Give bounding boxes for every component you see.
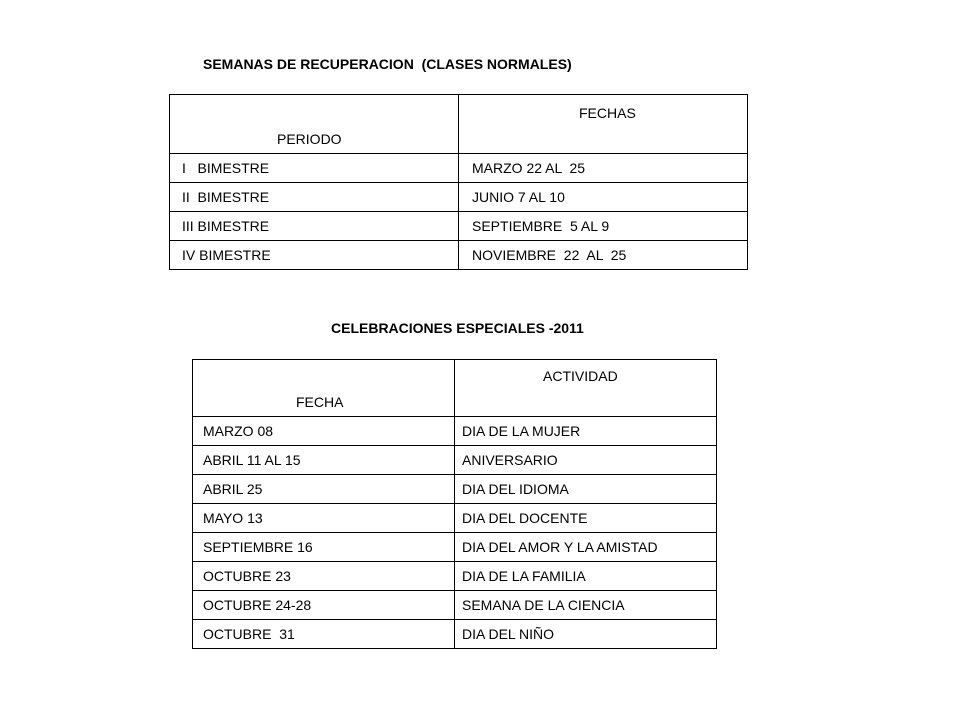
period-cell: IV BIMESTRE: [170, 241, 459, 270]
date-cell: ABRIL 11 AL 15: [193, 446, 455, 475]
date-cell: MAYO 13: [193, 504, 455, 533]
table-row: [170, 212, 748, 241]
dates-cell: JUNIO 7 AL 10: [459, 183, 748, 212]
recovery-weeks-title: SEMANAS DE RECUPERACION (CLASES NORMALES): [203, 56, 572, 72]
table-row: [193, 591, 717, 620]
activity-cell: SEMANA DE LA CIENCIA: [455, 591, 717, 620]
table-row: [193, 475, 717, 504]
activity-cell: DIA DEL NIÑO: [455, 620, 717, 649]
date-cell: OCTUBRE 31: [193, 620, 455, 649]
dates-cell: SEPTIEMBRE 5 AL 9: [459, 212, 748, 241]
dates-cell: NOVIEMBRE 22 AL 25: [459, 241, 748, 270]
special-celebrations-title: CELEBRACIONES ESPECIALES -2011: [331, 320, 584, 336]
table-header-row: [170, 95, 748, 154]
date-cell: OCTUBRE 23: [193, 562, 455, 591]
table-header-row: [193, 360, 717, 417]
activity-cell: DIA DE LA MUJER: [455, 417, 717, 446]
table-row: [193, 504, 717, 533]
table-row: [193, 446, 717, 475]
date-cell: MARZO 08: [193, 417, 455, 446]
date-cell: OCTUBRE 24-28: [193, 591, 455, 620]
activity-cell: DIA DEL DOCENTE: [455, 504, 717, 533]
special-celebrations-table: [192, 359, 717, 649]
period-cell: I BIMESTRE: [170, 154, 459, 183]
dates-cell: MARZO 22 AL 25: [459, 154, 748, 183]
table-row: [193, 533, 717, 562]
table-row: [193, 417, 717, 446]
recovery-weeks-table: [169, 94, 748, 270]
table-row: [193, 620, 717, 649]
date-cell: SEPTIEMBRE 16: [193, 533, 455, 562]
header-date: FECHA: [193, 360, 455, 417]
table-row: [193, 562, 717, 591]
header-period: PERIODO: [170, 95, 459, 154]
table-row: [170, 154, 748, 183]
activity-cell: ANIVERSARIO: [455, 446, 717, 475]
activity-cell: DIA DE LA FAMILIA: [455, 562, 717, 591]
table-row: [170, 241, 748, 270]
date-cell: ABRIL 25: [193, 475, 455, 504]
activity-cell: DIA DEL AMOR Y LA AMISTAD: [455, 533, 717, 562]
activity-cell: DIA DEL IDIOMA: [455, 475, 717, 504]
table-row: [170, 183, 748, 212]
header-activity: ACTIVIDAD: [455, 360, 717, 417]
period-cell: III BIMESTRE: [170, 212, 459, 241]
period-cell: II BIMESTRE: [170, 183, 459, 212]
header-dates: FECHAS: [459, 95, 748, 154]
